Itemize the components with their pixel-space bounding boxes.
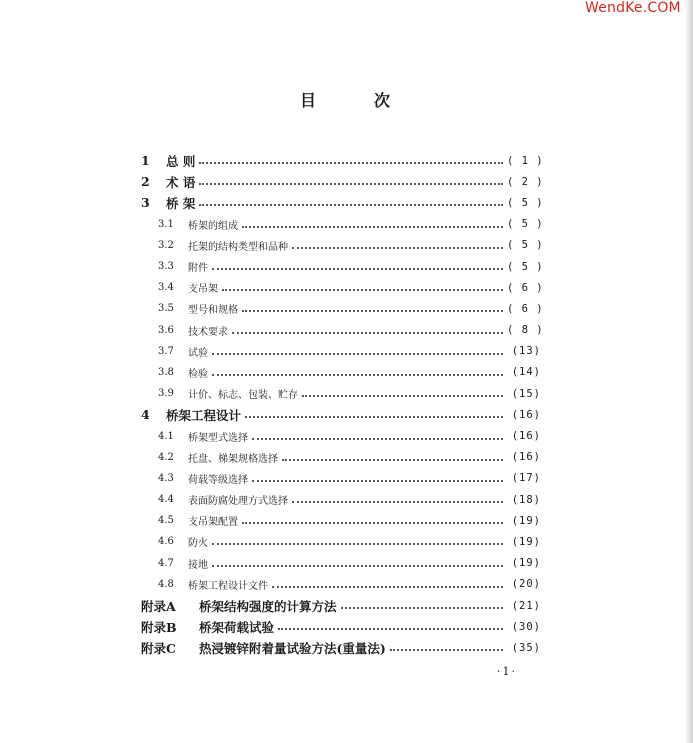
dot-leader	[199, 203, 503, 206]
toc-entry[interactable]	[141, 637, 541, 658]
toc-entry-number: 3.8	[158, 366, 174, 378]
toc-entry-title: 试验	[188, 347, 208, 359]
toc-entry-page: (19)	[511, 557, 541, 570]
toc-entry-number: 3.6	[158, 324, 174, 336]
toc-entry[interactable]	[141, 214, 544, 235]
toc-entry-title: 表面防腐处理方式选择	[188, 496, 288, 508]
toc-entry-number: 4.3	[158, 472, 174, 484]
toc-entry-title: 检验	[188, 368, 208, 380]
dot-leader	[199, 182, 503, 185]
dot-leader	[212, 564, 503, 567]
dot-leader	[199, 161, 503, 164]
toc-entry-number: 4.2	[158, 451, 174, 463]
toc-entry-number: 3.4	[158, 282, 174, 294]
toc-entry-title: 接地	[188, 559, 208, 571]
toc-entry-page: ( 8 )	[507, 324, 544, 337]
toc-entry-page: ( 5 )	[507, 239, 544, 252]
toc-entry-page: (15)	[511, 387, 541, 400]
toc-entry[interactable]	[141, 595, 541, 616]
toc-entry-title: 荷载等级选择	[188, 474, 248, 486]
dot-leader	[232, 331, 503, 334]
toc-entry[interactable]	[141, 298, 544, 319]
toc-entry-page: (21)	[511, 599, 541, 612]
title-char-1: 目	[300, 91, 317, 110]
toc-entry-title: 附件	[188, 263, 208, 275]
dot-leader	[390, 648, 503, 651]
toc-entry-page: ( 2 )	[507, 175, 544, 188]
toc-entry[interactable]	[141, 150, 544, 171]
toc-entry-title: 桥架工程设计	[166, 407, 242, 423]
toc-entry-title: 热浸镀锌附着量试验方法(重量法)	[199, 640, 386, 656]
toc-entry[interactable]	[141, 447, 541, 468]
dot-leader	[341, 606, 503, 609]
toc-entry-title: 计价、标志、包装、贮存	[188, 390, 298, 402]
toc-entry-page: (13)	[511, 345, 541, 358]
dot-leader	[242, 225, 503, 228]
toc-entry-title: 防火	[188, 538, 208, 550]
toc-entry-number: 4.4	[158, 494, 174, 506]
dot-leader	[292, 246, 503, 249]
page-number: ·1·	[497, 665, 517, 678]
title-char-2: 次	[373, 91, 390, 110]
toc-entry-number: 4.1	[158, 430, 174, 442]
toc-entry-page: (14)	[511, 366, 541, 379]
toc-entry-page: (17)	[511, 472, 541, 485]
toc-entry-number: 3.7	[158, 345, 174, 357]
toc-entry-page: (16)	[511, 451, 541, 464]
watermark: WendKe.COM	[585, 0, 681, 16]
dot-leader	[222, 288, 503, 291]
toc-entry-number: 附录A	[141, 598, 176, 614]
toc-entry-number: 4.6	[158, 536, 174, 548]
toc-entry-page: (20)	[511, 578, 541, 591]
dot-leader	[212, 373, 503, 376]
toc-entry[interactable]	[141, 362, 541, 383]
toc-entry[interactable]	[141, 553, 541, 574]
toc-entry[interactable]	[141, 404, 541, 425]
toc-entry-title: 型号和规格	[188, 305, 238, 317]
toc-entry-page: ( 6 )	[507, 281, 544, 294]
dot-leader	[282, 458, 503, 461]
page-edge-shadow	[685, 0, 693, 743]
toc-entry-page: ( 5 )	[507, 260, 544, 273]
toc-entry-page: (16)	[511, 430, 541, 443]
toc-entry-page: (19)	[511, 535, 541, 548]
toc-entry-number: 3.9	[158, 388, 174, 400]
dot-leader	[252, 479, 503, 482]
toc-entry-number: 附录C	[141, 640, 176, 656]
toc-entry-number: 1	[141, 153, 150, 169]
toc-entry-page: ( 5 )	[507, 218, 544, 231]
toc-entry-title: 支吊架配置	[188, 517, 238, 529]
toc-entry[interactable]	[141, 235, 544, 256]
dot-leader	[245, 415, 503, 418]
toc-entry[interactable]	[141, 192, 544, 213]
toc-entry[interactable]	[141, 341, 541, 362]
toc-entry[interactable]	[141, 510, 541, 531]
dot-leader	[272, 585, 503, 588]
toc-entry-title: 托架的结构类型和品种	[188, 241, 288, 253]
toc-entry-number: 附录B	[141, 619, 177, 635]
dot-leader	[212, 352, 503, 355]
toc-entry[interactable]	[141, 320, 544, 341]
toc-entry[interactable]	[141, 383, 541, 404]
toc-entry[interactable]	[141, 425, 541, 446]
toc-entry-page: ( 1 )	[507, 154, 544, 167]
page-title	[300, 88, 390, 111]
toc-entry-title: 支吊架	[188, 284, 218, 296]
toc-entry-page: (18)	[511, 493, 541, 506]
toc-entry-number: 3.3	[158, 261, 174, 273]
toc-entry-title: 桥架型式选择	[188, 432, 248, 444]
dot-leader	[252, 437, 503, 440]
toc-entry[interactable]	[141, 574, 541, 595]
toc-entry-title: 桥架荷载试验	[199, 619, 275, 635]
toc-entry-number: 3.5	[158, 303, 174, 315]
toc-entry-page: ( 5 )	[507, 196, 544, 209]
toc-entry-title: 桥架结构强度的计算方法	[199, 598, 337, 614]
toc-entry-page: (19)	[511, 514, 541, 527]
toc-entry[interactable]	[141, 616, 541, 637]
toc-entry-number: 4.5	[158, 515, 174, 527]
toc-entry-title: 技术要求	[188, 326, 228, 338]
toc-entry-page: (35)	[511, 641, 541, 654]
toc-entry[interactable]	[141, 171, 544, 192]
dot-leader	[212, 542, 503, 545]
dot-leader	[242, 309, 503, 312]
toc-entry-title: 桥 架	[166, 195, 196, 211]
toc-entry-number: 3.1	[158, 218, 174, 230]
dot-leader	[302, 394, 503, 397]
dot-leader	[212, 267, 503, 270]
toc-entry-title: 托盘、梯架规格选择	[188, 453, 278, 465]
toc-entry[interactable]	[141, 468, 541, 489]
toc-entry-title: 术 语	[166, 174, 196, 190]
toc-entry-title: 桥架工程设计文件	[188, 580, 268, 592]
toc-entry[interactable]	[141, 489, 541, 510]
table-of-contents	[141, 150, 544, 659]
dot-leader	[278, 627, 503, 630]
toc-entry[interactable]	[141, 531, 541, 552]
toc-entry-number: 3.2	[158, 239, 174, 251]
toc-entry-page: ( 6 )	[507, 302, 544, 315]
toc-entry-number: 4.7	[158, 557, 174, 569]
toc-entry-number: 4	[141, 407, 150, 423]
toc-entry-page: (30)	[511, 620, 541, 633]
toc-entry-title: 桥架的组成	[188, 220, 238, 232]
toc-entry-number: 3	[141, 195, 150, 211]
toc-entry-page: (16)	[511, 408, 541, 421]
toc-entry[interactable]	[141, 256, 544, 277]
toc-entry-number: 2	[141, 174, 150, 190]
dot-leader	[292, 500, 503, 503]
dot-leader	[242, 521, 503, 524]
toc-entry-title: 总 则	[166, 153, 196, 169]
toc-entry[interactable]	[141, 277, 544, 298]
toc-entry-number: 4.8	[158, 578, 174, 590]
